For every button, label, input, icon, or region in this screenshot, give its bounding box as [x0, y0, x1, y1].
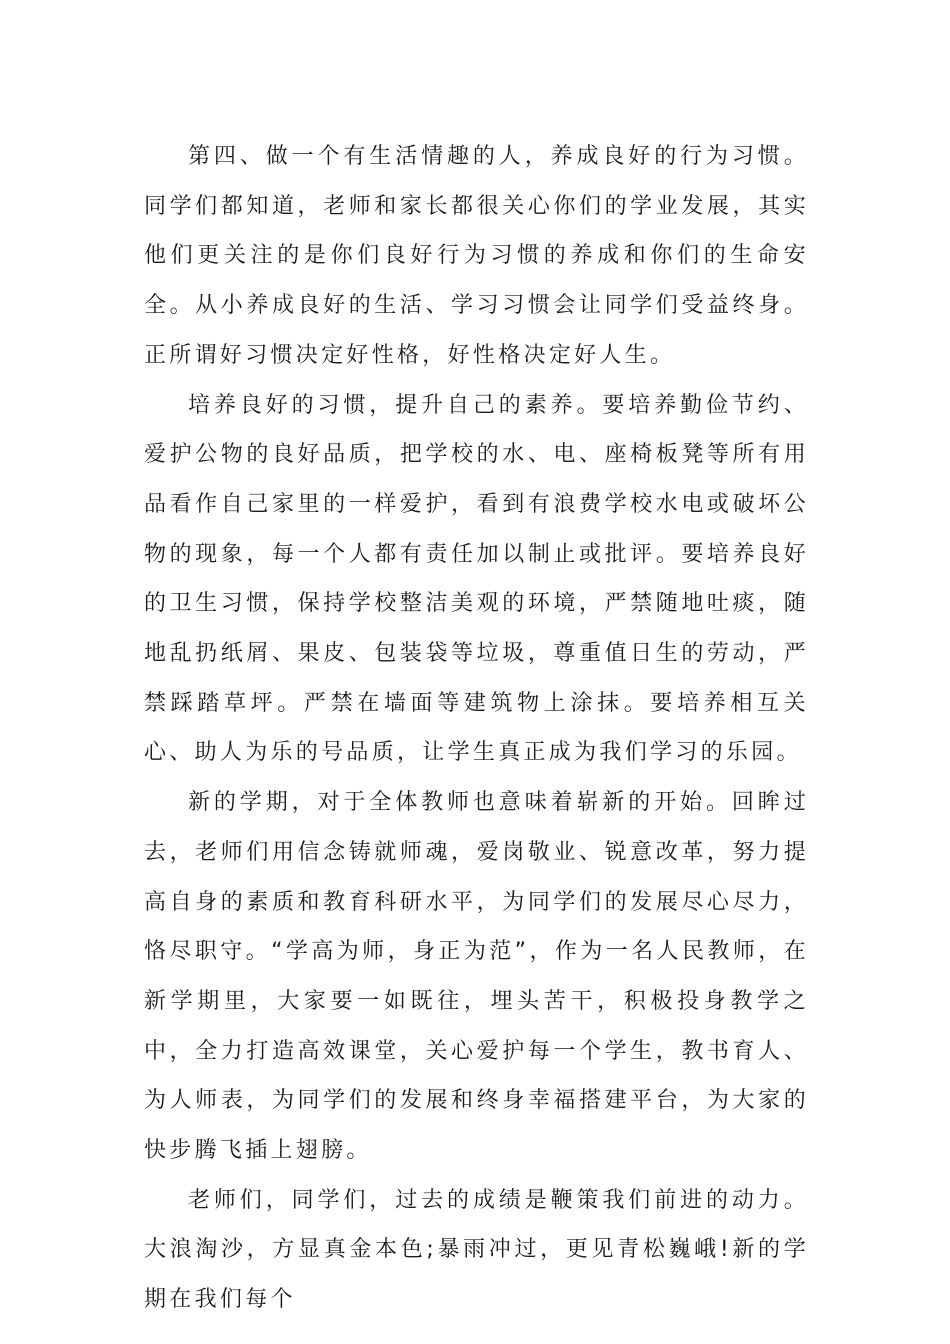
- paragraph: 新的学期，对于全体教师也意味着崭新的开始。回眸过去，老师们用信念铸就师魂，爱岗敬业、锐意改革，努力提高自身的素质和教育科研水平，为同学们的发展尽心尽力，恪尽职守。“学高为师，身正为范”，作为一名人民教师，在新学期里，大家要一如既往，埋头苦干，积极投身教学之中，全力打造高效课堂，关心爱护每一个学生，教书育人、为人师表，为同学们的发展和终身幸福搭建平台，为大家的快步腾飞插上翅膀。: [144, 790, 809, 1164]
- paragraph: 第四、做一个有生活情趣的人，养成良好的行为习惯。同学们都知道，老师和家长都很关心你们的学业发展，其实他们更关注的是你们良好行为习惯的养成和你们的生命安全。从小养成良好的生活、学习习惯会让同学们受益终身。正所谓好习惯决定好性格，好性格决定好人生。: [144, 144, 809, 368]
- document-body: [144, 132, 809, 1325]
- paragraph: 老师们，同学们，过去的成绩是鞭策我们前进的动力。大浪淘沙，方显真金本色;暴雨冲过，更见青松巍峨!新的学期在我们每个: [144, 1187, 809, 1313]
- paragraph: 培养良好的习惯，提升自己的素养。要培养勤俭节约、爱护公物的良好品质，把学校的水、电、座椅板凳等所有用品看作自己家里的一样爱护，看到有浪费学校水电或破坏公物的现象，每一个人都有责任加以制止或批评。要培养良好的卫生习惯，保持学校整洁美观的环境，严禁随地吐痰，随地乱扔纸屑、果皮、包装袋等垃圾，尊重值日生的劳动，严禁踩踏草坪。严禁在墙面等建筑物上涂抹。要培养相互关心、助人为乐的号品质，让学生真正成为我们学习的乐园。: [144, 392, 809, 766]
